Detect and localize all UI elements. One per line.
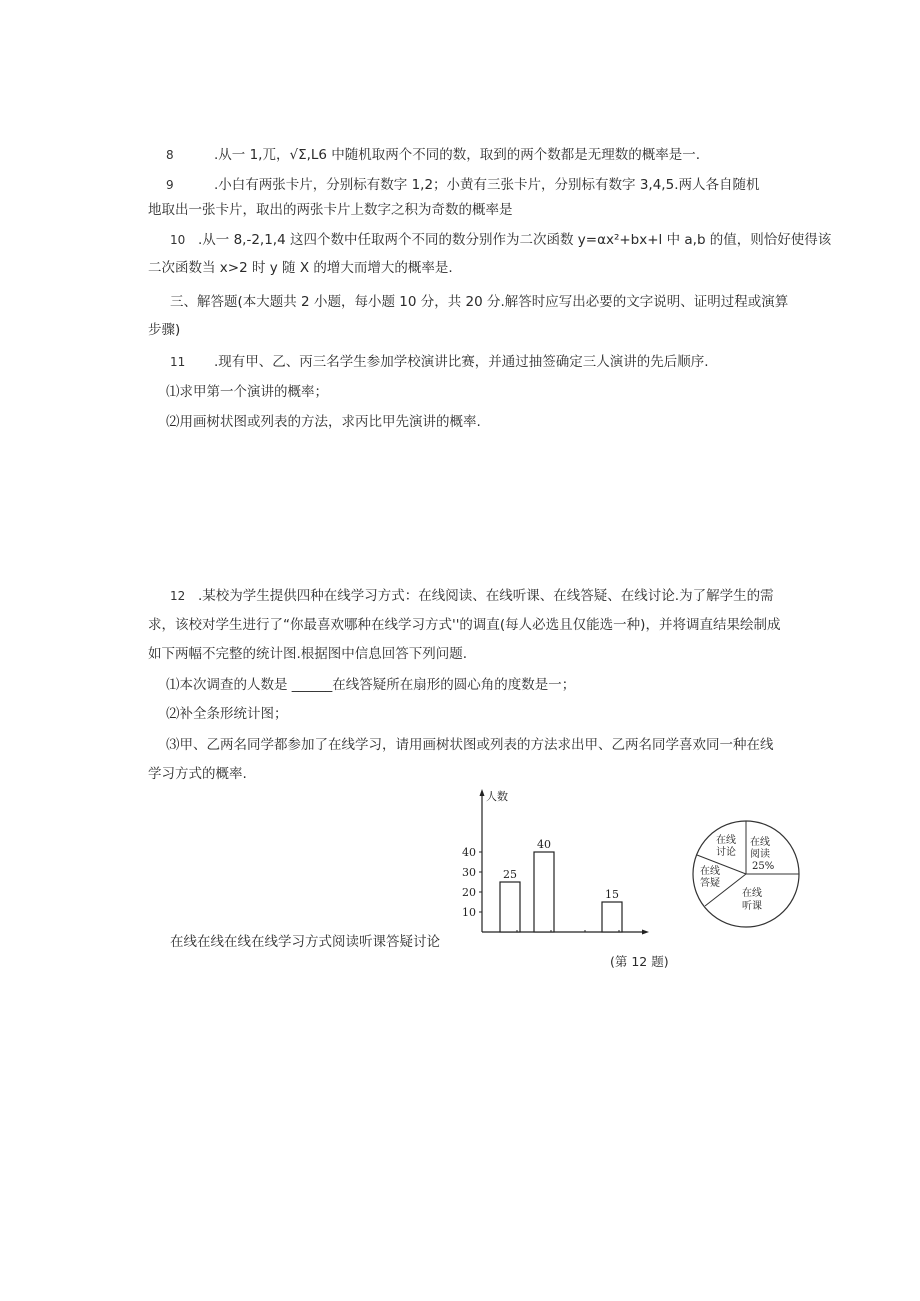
pie-slice-online-reading-label1: 在线 <box>750 837 770 848</box>
question-10-number: 10 <box>170 233 186 247</box>
y-tick-label: 30 <box>462 866 476 879</box>
question-12-line2: 求，该校对学生进行了“你最喜欢哪种在线学习方式''的调直(每人必选且仅能选一种)，并将调直结果绘制成 <box>148 617 781 633</box>
x-axis-arrow <box>642 930 649 935</box>
pie-slice-online-qa-label1: 在线 <box>700 866 720 877</box>
bar-value-label: 15 <box>605 888 619 901</box>
y-axis-arrow <box>480 789 485 796</box>
question-11 <box>170 352 709 372</box>
question-9-number: 9 <box>166 178 174 192</box>
question-11-number: 11 <box>170 355 186 369</box>
question-12-part1: ⑴本次调查的人数是 ______在线答疑所在扇形的圆心角的度数是一； <box>166 677 576 693</box>
pie-chart <box>690 818 802 930</box>
question-12-part2: ⑵补全条形统计图； <box>166 706 288 722</box>
question-12-line3: 如下两幅不完整的统计图.根据图中信息回答下列问题. <box>148 646 468 662</box>
question-8-number: 8 <box>166 148 174 162</box>
question-12-number: 12 <box>170 589 186 603</box>
bar-chart <box>455 786 655 936</box>
bar-chart-x-axis-labels: 在线在线在线在线学习方式阅读听课答疑讨论 <box>170 934 440 950</box>
pie-slice-online-discussion-label2: 讨论 <box>716 847 736 858</box>
y-tick-label: 40 <box>462 846 476 859</box>
y-tick-label: 20 <box>462 886 476 899</box>
section-3-heading-line2: 步骤) <box>148 322 181 338</box>
question-12-part3: ⑶甲、乙两名同学都参加了在线学习，请用画树状图或列表的方法求出甲、乙两名同学喜欢同一种在线 <box>166 737 774 753</box>
question-12-text-line1: .某校为学生提供四种在线学习方式：在线阅读、在线听课、在线答疑、在线讨论.为了解学生的需 <box>198 588 774 604</box>
pie-slice-online-discussion <box>716 833 736 858</box>
pie-slice-online-discussion-label1: 在线 <box>716 835 736 846</box>
y-axis-label: 人数 <box>486 790 508 803</box>
bar-在线阅读 <box>500 882 520 932</box>
pie-slice-online-reading-label2: 阅读 <box>750 849 770 860</box>
pie-slice-online-class-label1: 在线 <box>742 888 762 899</box>
question-12 <box>170 586 774 606</box>
question-9-text-line1: .小白有两张卡片，分别标有数字 1,2；小黄有三张卡片，分别标有数字 3,4,5.两人各自随机 <box>214 177 760 193</box>
question-11-part2: ⑵用画树状图或列表的方法，求丙比甲先演讲的概率. <box>166 414 481 430</box>
bar-在线讨论 <box>602 902 622 932</box>
question-9 <box>166 175 759 195</box>
section-3-heading: 三、解答题(本大题共 2 小题，每小题 10 分，共 20 分.解答时应写出必要的文字说明、证明过程或演算 <box>170 294 789 310</box>
question-11-part1: ⑴求甲第一个演讲的概率； <box>166 384 328 400</box>
question-8 <box>166 145 700 165</box>
question-9-line2: 地取出一张卡片，取出的两张卡片上数字之积为奇数的概率是 <box>148 202 513 218</box>
bar-value-label: 25 <box>503 868 517 881</box>
bar-在线听课 <box>534 852 554 932</box>
question-10-text-line1: .从一 8,-2,1,4 这四个数中任取两个不同的数分别作为二次函数 y=αx²+bx+l 中 a,b 的值，则恰好使得该 <box>198 232 832 248</box>
question-12-part3-line2: 学习方式的概率. <box>148 766 247 782</box>
y-tick-label: 10 <box>462 906 476 919</box>
question-11-text: .现有甲、乙、丙三名学生参加学校演讲比赛，并通过抽签确定三人演讲的先后顺序. <box>214 354 709 370</box>
question-10 <box>170 230 831 250</box>
pie-slice-online-class-label2: 听课 <box>742 901 762 912</box>
question-10-line2: 二次函数当 x>2 时 y 随 X 的增大而增大的概率是. <box>148 260 453 276</box>
pie-slice-online-qa-label2: 答疑 <box>700 878 720 889</box>
question-8-text: .从一 1,兀，√Σ,L6 中随机取两个不同的数，取到的两个数都是无理数的概率是一. <box>214 147 701 163</box>
pie-slice-online-reading-pct: 25% <box>752 861 775 872</box>
bar-value-label: 40 <box>537 838 551 851</box>
figure-caption: (第 12 题) <box>610 954 669 969</box>
pie-slice-online-qa <box>700 864 720 889</box>
